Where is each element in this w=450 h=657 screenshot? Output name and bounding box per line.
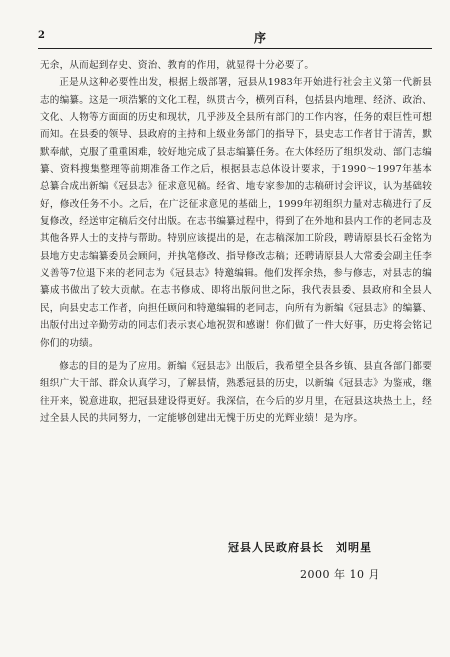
paragraph-compilation-history: 正是从这种必要性出发，根据上级部署，冠县从1983年开始进行社会主义第一代新县志的编纂。这是一项浩繁的文化工程，纵贯古今，横列百科，包括县内地理、经济、政治、文化、人物等方面面的历史和现状，几乎涉及全县所有部门的工作内容，任务的艰巨性可想而知。在县委的领导、县政府的主持和上级业务部门的指导下，县史志工作者甘于清苦，默默奉献，克服了重重困难，较好地完成了县志编纂任务。在大体经历了组织发动、部门志编纂、资料搜集整理等前期准备工作之后，根据县志总体设计要求，于1990～1997年基本总纂合成出新编《冠县志》征求意见稿。经省、地专家参加的志稿研讨会评议，认为基础较好，修改任务不小。之后，在广泛征求意见的基础上，1999年初组织力量对志稿进行了反复修改，经送审定稿后交付出版。在志书编纂过程中，得到了在外地和县内工作的老同志及其他各界人士的支持与帮助。特别应该提出的是，在志稿深加工阶段，聘请原县长石金铭为县地方史志编纂委员会顾问，并执笔修改、指导修改志稿；还聘请原县人大常委会副主任李义善等7位退下来的老同志为《冠县志》特邀编辑。他们发挥余热，参与修志，对县志的编纂成书做出了较大贡献。在志书修成、即将出版问世之际，我代表县委、县政府和全县人民，向县史志工作者，向担任顾问和特邀编辑的老同志，向所有为新编《冠县志》的编纂、出版付出过辛勤劳动的同志们表示衷心地祝贺和感谢！你们做了一件大好事，历史将会铭记你们的功绩。 bbox=[40, 77, 432, 349]
page-number: 2 bbox=[38, 30, 45, 41]
paragraph-continuation: 无余，从而起到存史、资治、教育的作用，就显得十分必要了。 bbox=[40, 60, 315, 71]
page-header bbox=[38, 30, 430, 46]
preface-body bbox=[40, 57, 432, 427]
paragraph-purpose: 修志的目的是为了应用。新编《冠县志》出版后，我希望全县各乡镇、县直各部门都要组织广大干部、群众认真学习，了解县情，熟悉冠县的历史，以新编《冠县志》为鉴戒，继往开来，锐意进取，把冠县建设得更好。我深信，在今后的岁月里，在冠县这块热土上，经过全县人民的共同努力，一定能够创建出无愧于历史的光辉业绩！是为序。 bbox=[40, 360, 432, 424]
signature-author: 冠县人民政府县长 刘明星 bbox=[228, 541, 372, 554]
running-title: 序 bbox=[254, 31, 267, 45]
header-rule bbox=[38, 48, 432, 49]
signature-date: 2000 年 10 月 bbox=[300, 568, 380, 581]
